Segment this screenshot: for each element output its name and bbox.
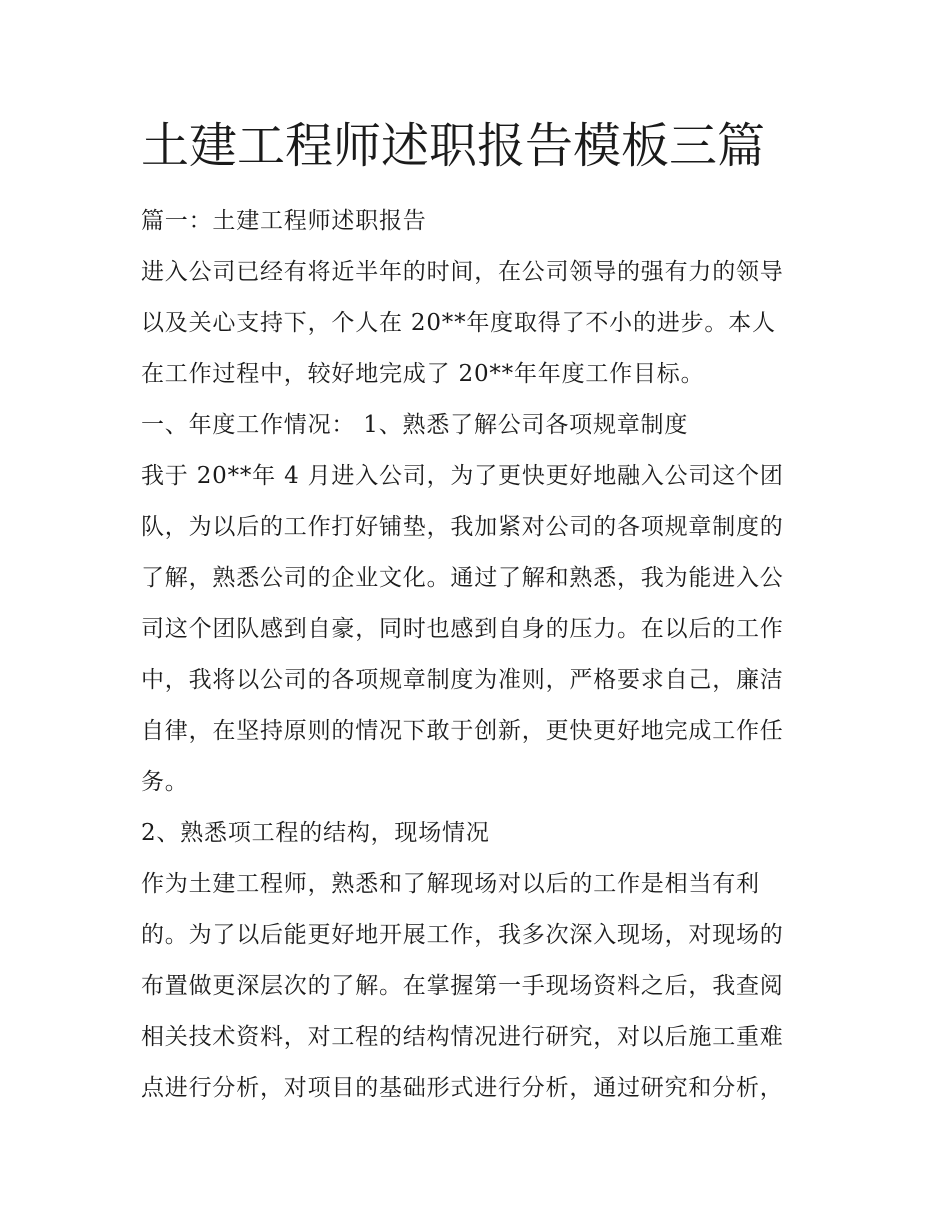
subsection-heading: 2、熟悉项工程的结构，现场情况 [141,820,490,846]
paragraph-line: 作为土建工程师，熟悉和了解现场对以后的工作是相当有利 [141,871,760,897]
paragraph-line: 中，我将以公司的各项规章制度为准则，严格要求自己，廉洁 [141,667,784,693]
paragraph-line: 相关技术资料，对工程的结构情况进行研究，对以后施工重难 [141,1024,784,1050]
paragraph-line: 的。为了以后能更好地开展工作，我多次深入现场，对现场的 [141,922,784,948]
paragraph-line: 以及关心支持下，个人在 20**年度取得了不小的进步。本人 [141,310,776,336]
section-heading: 篇一：土建工程师述职报告 [141,208,427,234]
paragraph-line: 在工作过程中，较好地完成了 20**年年度工作目标。 [141,361,705,387]
paragraph-line: 我于 20**年 4 月进入公司，为了更快更好地融入公司这个团 [141,463,784,489]
paragraph-line: 队，为以后的工作打好铺垫，我加紧对公司的各项规章制度的 [141,514,784,540]
document-body [141,196,813,1114]
paragraph-line: 自律，在坚持原则的情况下敢于创新，更快更好地完成工作任 [141,718,784,744]
subsection-heading: 一、年度工作情况： 1、熟悉了解公司各项规章制度 [141,412,689,438]
paragraph-line: 务。 [141,769,189,795]
paragraph-line: 进入公司已经有将近半年的时间，在公司领导的强有力的领导 [141,259,784,285]
paragraph-line: 司这个团队感到自豪，同时也感到自身的压力。在以后的工作 [141,616,784,642]
paragraph-line: 点进行分析，对项目的基础形式进行分析，通过研究和分析， [141,1075,784,1101]
paragraph-line: 了解，熟悉公司的企业文化。通过了解和熟悉，我为能进入公 [141,565,784,591]
document-title: 土建工程师述职报告模板三篇 [141,118,766,174]
paragraph-line: 布置做更深层次的了解。在掌握第一手现场资料之后，我查阅 [141,973,784,999]
